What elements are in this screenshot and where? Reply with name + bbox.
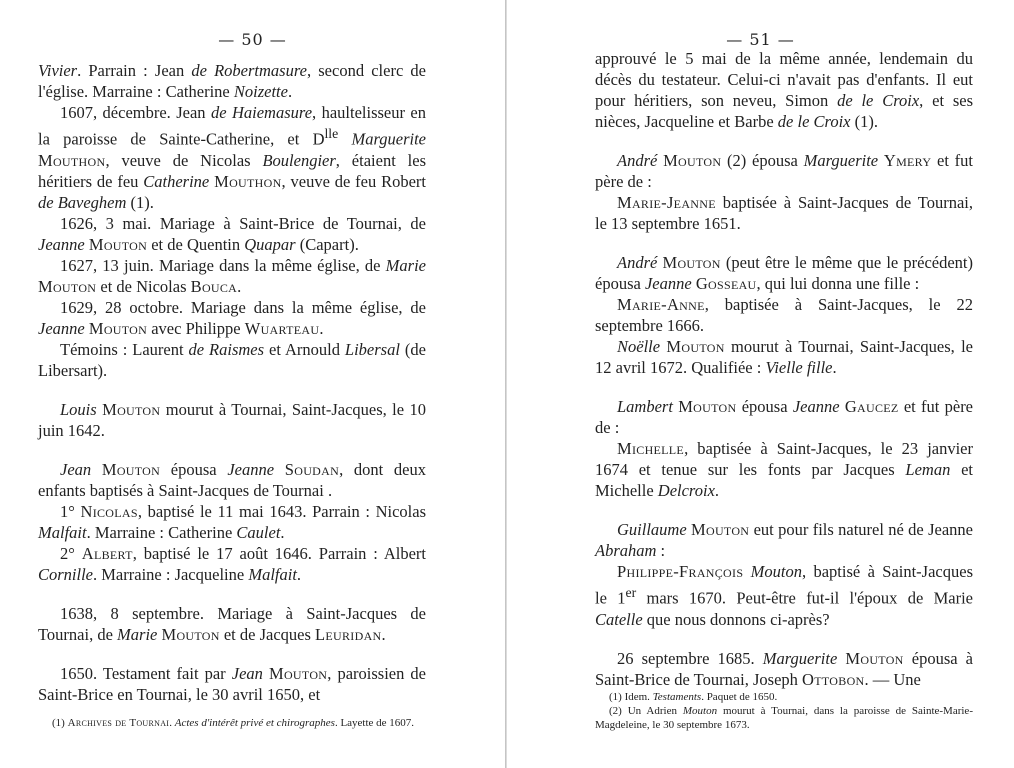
text-run: , veuve de feu Robert [281,171,427,191]
paragraph [595,252,973,294]
italic-text: Vielle fille [765,358,833,377]
paragraph [595,48,973,132]
text-run: et Michelle [595,460,973,500]
text-run: baptisée à Saint-Jacques de Tournai, le 13 septembre 1651. [595,193,973,233]
surname: Soudan [284,459,340,479]
text-run: mars 1670. Peut-être fut-il l'époux de Marie [636,588,973,608]
italic-text: Jean [231,663,263,683]
italic-text: de le Croix [777,112,851,131]
text-run: , baptisé le 17 août 1646. Parrain : Albert [132,543,426,563]
surname: Mouthon [214,171,282,191]
text-run: . [296,564,302,584]
italic-text: Caulet [236,522,281,542]
italic-text: Jeanne [38,234,85,254]
italic-text: André [617,253,658,272]
surname: Mouton [38,276,97,296]
paragraph [38,663,426,705]
italic-text: de Haiemasure [210,103,313,122]
surname: Mouton [666,337,725,356]
italic-text: Catherine [143,171,210,191]
italic-text: de Baveghem [38,192,127,212]
text-run: . — Une [864,669,921,689]
surname: Philippe-François [617,562,744,581]
text-run: . [381,624,386,644]
surname: Albert [81,543,133,563]
text-run: 2° [60,543,82,563]
surname: Ymery [883,151,932,170]
text-run: , baptisée à Saint-Jacques, le 23 janvier 1674 et tenue sur les fonts par Jacques [595,439,973,479]
paragraph [595,438,973,501]
paragraph [38,297,426,339]
text-run: (1). [850,112,878,131]
right-page-footnotes [595,690,973,732]
text-run: , et ses nièces, Jacqueline et Barbe [595,91,974,131]
italic-text: Mouton [750,562,802,581]
italic-text: Vivier [38,61,78,80]
text-run: . Paquet de 1650. [701,691,778,703]
text-run: , second clerc de l'église. Marraine : Catherine [38,61,426,101]
text-run: 1650. Testament fait par [60,663,232,683]
paragraph [595,561,973,630]
surname: Mouton [269,663,328,683]
paragraph [38,339,426,381]
paragraph [38,102,426,213]
text-run: et de Nicolas [96,276,191,296]
footnote [38,716,426,730]
text-run: mourut à Tournai, dans la paroisse de Sainte-Marie-Magdeleine, le 30 septembre 1673. [595,705,973,731]
paragraph [38,459,426,501]
italic-text: Leman [905,460,951,479]
text-run: , baptisé à Saint-Jacques le 1 [595,562,973,608]
italic-text: Guillaume [617,520,687,539]
surname: Bouca [190,276,238,296]
text-run: et de Jacques [219,624,316,644]
text-run: (2) épousa [721,151,804,170]
text-run: , baptisé le 11 mai 1643. Parrain : Nicolas [137,501,426,521]
text-run: : [656,541,666,560]
surname: Mouton [88,318,148,338]
italic-text: Cornille [38,564,94,584]
text-run: (de Libersart). [38,339,426,380]
italic-text: Testaments [652,691,702,703]
surname: Mouton [691,520,750,539]
italic-text: Marguerite [351,129,427,149]
text-run: épousa [160,459,228,479]
text-run: et fut père de : [595,151,973,191]
text-run [91,460,102,479]
italic-text: Marguerite [803,151,879,170]
paragraph [38,213,426,255]
text-run: 1607, décembre. Jean [60,103,211,122]
text-run: mourut à Tournai, Saint-Jacques, le 12 avril 1672. Qualifiée : [595,337,974,377]
left-page-footnotes [38,716,426,730]
left-page-body [38,60,426,705]
text-run: et de Quentin [147,234,245,254]
text-run: (peut être le même que le précédent) épousa [595,253,974,293]
surname: Wuarteau [244,318,320,338]
text-run: . [319,318,324,338]
paragraph [595,294,973,336]
surname: Leuridan [315,624,382,644]
text-run: 1638, 8 septembre. Mariage à Saint-Jacques de Tournai, de [38,603,426,644]
italic-text: de Robertmasure [191,61,307,80]
text-run: épousa à Saint-Brice de Tournai, Joseph [595,648,973,689]
text-run: . [280,522,285,542]
text-run: mourut à Tournai, Saint-Jacques, le 10 juin 1642. [38,399,427,440]
surname: Mouton [161,624,220,644]
italic-text: André [617,151,658,170]
italic-text: Jeanne [792,397,840,416]
paragraph [595,192,973,234]
text-run [274,460,285,479]
text-run: et Arnould [264,339,345,359]
text-run: . Layette de 1607. [334,717,415,729]
italic-text: Delcroix [657,481,715,500]
paragraph [595,648,973,690]
paragraph [38,60,426,102]
surname: Archives de Tournai [67,717,170,729]
italic-text: Noizette [233,82,288,101]
surname: Nicolas [80,501,138,521]
text-run: . [832,358,837,377]
text-run: , haultelisseur en la paroisse de Sainte-Catherine, et D [38,103,426,149]
text-run: , dont deux enfants baptisés à Saint-Jacques de Tournai . [38,459,427,500]
surname: Gosseau [695,274,757,293]
italic-text: Catelle [595,609,643,629]
paragraph [595,336,973,378]
surname: Ottobon [802,669,865,689]
paragraph [38,501,426,543]
text-run: . Marraine : Jacqueline [93,564,249,584]
italic-text: Boulengier [262,150,336,170]
text-run: . [169,717,175,729]
surname: Mouthon [38,150,106,170]
italic-text: Marie [385,255,426,275]
paragraph [38,399,426,441]
surname: Mouton [102,399,161,419]
right-page [507,0,1014,768]
text-run: (2) Un Adrien [609,705,683,717]
italic-text: Mouton [682,705,718,717]
text-run: . Parrain : Jean [77,61,192,80]
surname: Marie-Jeanne [617,193,716,212]
italic-text: Louis [60,399,97,419]
text-run: . Marraine : Catherine [86,522,237,542]
italic-text: de le Croix [837,91,920,110]
text-run: (1). [126,192,154,212]
italic-text: Quapar [244,234,296,254]
italic-text: Jeanne [227,459,275,479]
italic-text: de Raismes [188,339,265,359]
left-page [0,0,505,768]
footnote [595,690,973,704]
italic-text: Jeanne [644,274,692,293]
text-run [743,562,750,581]
italic-text: Jeanne [38,318,85,338]
paragraph [595,519,973,561]
left-page-number: — 50 — [218,30,287,49]
text-run: et fut père de : [595,397,974,437]
surname: Mouton [88,234,148,254]
right-page-body [595,48,973,690]
text-run: avec Philippe [147,318,245,338]
surname: Mouton [662,253,721,272]
text-run: , étaient les héritiers de feu [38,150,426,191]
text-run: (1) [52,717,68,729]
italic-text: Marguerite [762,648,838,668]
paragraph [38,543,426,585]
text-run: 1627, 13 juin. Mariage dans la même église, de [60,255,386,275]
text-run: épousa [736,397,793,416]
text-run: 1629, 28 octobre. Mariage dans la même église, de [60,297,426,317]
text-run: . [237,276,242,296]
italic-text: Lambert [617,397,673,416]
text-run: Témoins : Laurent [60,339,189,359]
surname: Mouton [101,459,161,479]
text-run: (Capart). [295,234,359,254]
text-run: , paroissien de Saint-Brice en Tournai, le 30 avril 1650, et [38,663,427,704]
italic-text: Noëlle [617,337,661,356]
text-run: , baptisée à Saint-Jacques, le 22 septembre 1666. [595,295,973,335]
italic-text: Marie [117,624,158,644]
surname: Mouton [845,648,904,668]
text-run: lle [324,126,339,141]
surname: Mouton [678,397,737,416]
italic-text: Malfait [38,522,87,542]
text-run: eut pour fils naturel né de Jeanne [749,520,973,539]
surname: Gaucez [844,397,899,416]
text-run: que nous donnons ci-après? [642,609,830,629]
text-run: 26 septembre 1685. [617,648,763,668]
text-run: , veuve de Nicolas [105,150,263,170]
italic-text: Malfait [248,564,297,584]
italic-text: Actes d'intérêt privé et chirographes [174,717,335,729]
italic-text: Libersal [344,339,400,359]
italic-text: Abraham [595,541,657,560]
paragraph [38,255,426,297]
surname: Michelle [617,439,685,458]
text-run: . [287,82,293,101]
paragraph [595,150,973,192]
italic-text: Jean [60,459,92,479]
right-page-number: — 51 — [726,30,795,49]
text-run: , qui lui donna une fille : [756,274,920,293]
surname: Marie-Anne [617,295,705,314]
paragraph [595,396,973,438]
text-run: 1° [60,501,81,521]
text-run: approuvé le 5 mai de la même année, lendemain du décès du testateur. Celui-ci n'avait pas d'enfants. Il eut pour héritiers, son neveu, Simon [595,49,973,110]
surname: Mouton [663,151,722,170]
text-run [338,130,351,149]
text-run: . [714,481,720,500]
paragraph [38,603,426,645]
text-run: 1626, 3 mai. Mariage à Saint-Brice de Tournai, de [60,213,426,233]
text-run: er [625,585,637,600]
text-run: (1) Idem. [609,691,653,703]
footnote [595,704,973,732]
